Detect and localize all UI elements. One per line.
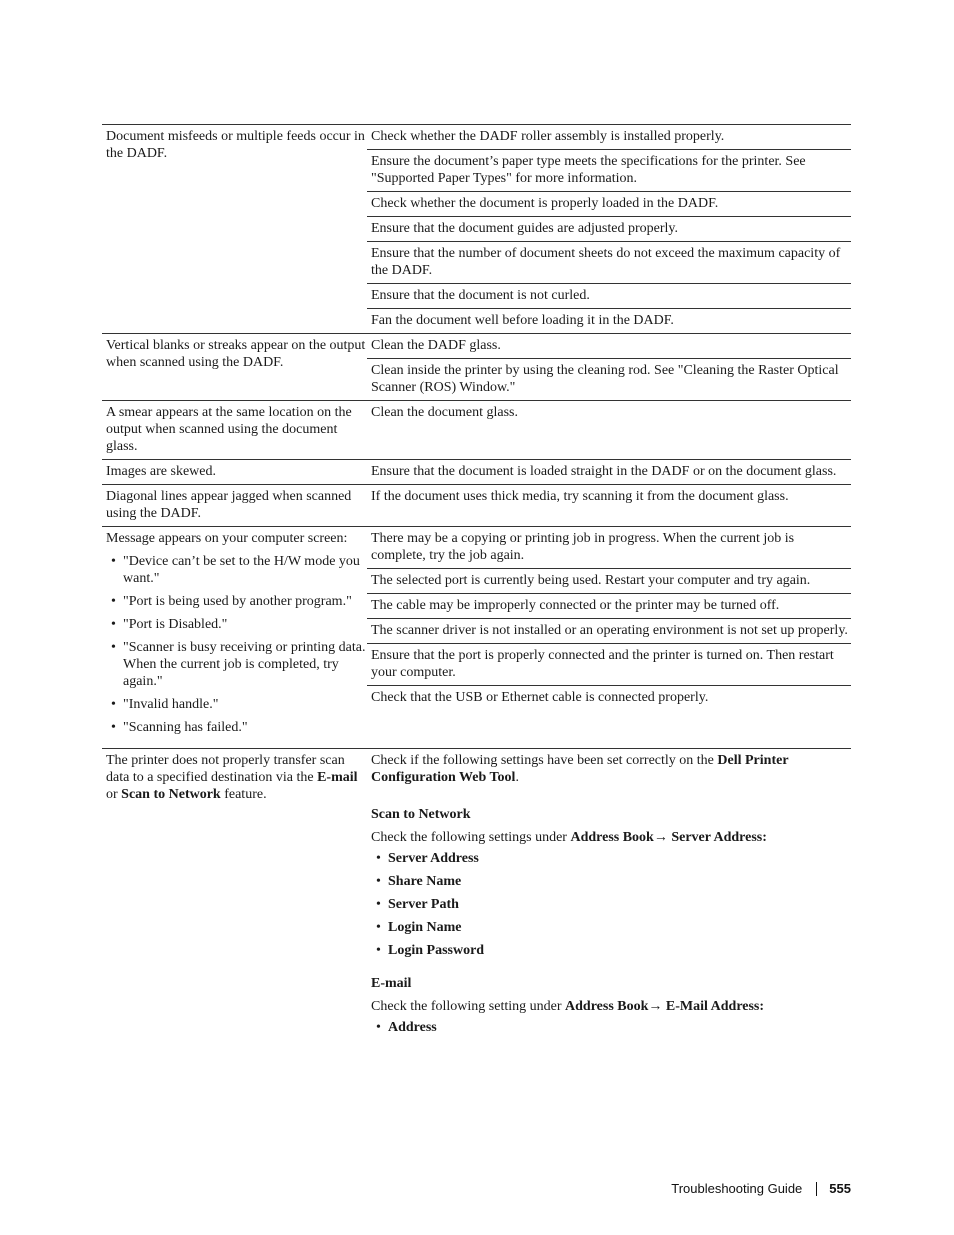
actions-cell: [367, 485, 851, 526]
actions-cell: [367, 401, 851, 459]
list-item: • "Scanner is busy receiving or printing data. When the current job is completed, try again.": [106, 639, 367, 690]
problem-cell: Document misfeeds or multiple feeds occur in the DADF.: [106, 129, 365, 161]
action-item: The scanner driver is not installed or an operating environment is not set up properly.: [367, 618, 851, 643]
problem-cell: A smear appears at the same location on the output when scanned using the document glass.: [106, 405, 352, 454]
action-item: Fan the document well before loading it in the DADF.: [367, 308, 851, 333]
action-item: Clean inside the printer by using the cleaning rod. See "Cleaning the Raster Optical Scanner (ROS) Window.": [367, 358, 851, 400]
action-item: Clean the document glass.: [371, 405, 518, 420]
text-pre: Check the following settings under: [371, 830, 571, 845]
problem-cell: Vertical blanks or streaks appear on the output when scanned using the DADF.: [106, 338, 366, 370]
action-item: Check whether the document is properly loaded in the DADF.: [367, 191, 851, 216]
scan-to-network-term: Scan to Network: [121, 787, 221, 802]
table-row: [102, 400, 851, 459]
action-item: Ensure the document’s paper type meets the specifications for the printer. See "Supported Paper Types" for more information.: [367, 149, 851, 191]
table-row: [102, 124, 851, 333]
scan-to-network-text: [371, 829, 851, 846]
intro-post: .: [515, 770, 519, 785]
problem-text: or: [106, 787, 122, 802]
list-item: • "Invalid handle.": [106, 696, 367, 713]
list-item: • Address: [371, 1019, 851, 1036]
action-item: Ensure that the number of document sheets do not exceed the maximum capacity of the DADF.: [367, 241, 851, 283]
transfer-details: [367, 749, 851, 1046]
tool-name: Dell Printer Configuration Web Tool: [371, 753, 789, 785]
list-item: • "Port is being used by another program.": [106, 593, 367, 610]
page-number: 555: [829, 1181, 851, 1196]
scan-to-network-list: [371, 850, 851, 959]
problem-cell: Images are skewed.: [106, 464, 217, 479]
action-item: Ensure that the port is properly connected and the printer is turned on. Then restart your computer.: [367, 643, 851, 685]
problem-text: Message appears on your computer screen:: [106, 531, 348, 546]
message-list: [106, 553, 367, 736]
actions-cell: [367, 334, 851, 400]
problem-cell: Diagonal lines appear jagged when scanned using the DADF.: [106, 489, 352, 521]
list-item: • Server Path: [371, 896, 851, 913]
text-pre: Check the following setting under: [371, 999, 566, 1014]
action-item: Ensure that the document is loaded straight in the DADF or on the document glass.: [371, 464, 837, 479]
actions-cell: [367, 749, 851, 1046]
footer-divider: [816, 1182, 817, 1196]
table-row: [102, 748, 851, 1046]
list-item: • Login Password: [371, 942, 851, 959]
intro-text: [371, 752, 851, 786]
table-row: [102, 484, 851, 526]
list-item: • Login Name: [371, 919, 851, 936]
action-item: Ensure that the document is not curled.: [367, 283, 851, 308]
list-item: • "Scanning has failed.": [106, 719, 367, 736]
problem-cell: [102, 749, 367, 1046]
table-row: [102, 459, 851, 484]
intro-pre: Check if the following settings have been set correctly on the: [371, 753, 718, 768]
list-item: • Server Address: [371, 850, 851, 867]
troubleshooting-table: [102, 124, 851, 1046]
action-item: Clean the DADF glass.: [371, 338, 501, 353]
menu-path: Address Book→ Server Address:: [570, 830, 767, 845]
action-item: The cable may be improperly connected or the printer may be turned off.: [367, 593, 851, 618]
list-item: • Share Name: [371, 873, 851, 890]
page-footer: [671, 1181, 851, 1196]
menu-path: Address Book→ E-Mail Address:: [565, 999, 765, 1014]
action-item: Ensure that the document guides are adjusted properly.: [367, 216, 851, 241]
actions-cell: [367, 125, 851, 333]
action-item: Check that the USB or Ethernet cable is connected properly.: [367, 685, 851, 710]
problem-text: The printer does not properly transfer scan data to a specified destination via the: [106, 753, 345, 785]
scan-to-network-heading: Scan to Network: [371, 807, 471, 822]
list-item: • "Device can’t be set to the H/W mode you want.": [106, 553, 367, 587]
action-item: If the document uses thick media, try scanning it from the document glass.: [371, 489, 789, 504]
email-list: [371, 1019, 851, 1036]
action-item: There may be a copying or printing job in progress. When the current job is complete, try the job again.: [371, 531, 795, 563]
table-row: [102, 526, 851, 748]
problem-cell: [102, 527, 367, 748]
actions-cell: [367, 527, 851, 748]
action-item: The selected port is currently being used. Restart your computer and try again.: [367, 568, 851, 593]
email-term: E-mail: [317, 770, 358, 785]
email-heading: E-mail: [371, 976, 412, 991]
list-item: • "Port is Disabled.": [106, 616, 367, 633]
email-text: [371, 998, 851, 1015]
action-item: Check whether the DADF roller assembly is installed properly.: [371, 129, 725, 144]
problem-text: feature.: [220, 787, 267, 802]
section-name: Troubleshooting Guide: [671, 1181, 803, 1196]
actions-cell: [367, 460, 851, 484]
table-row: [102, 333, 851, 400]
